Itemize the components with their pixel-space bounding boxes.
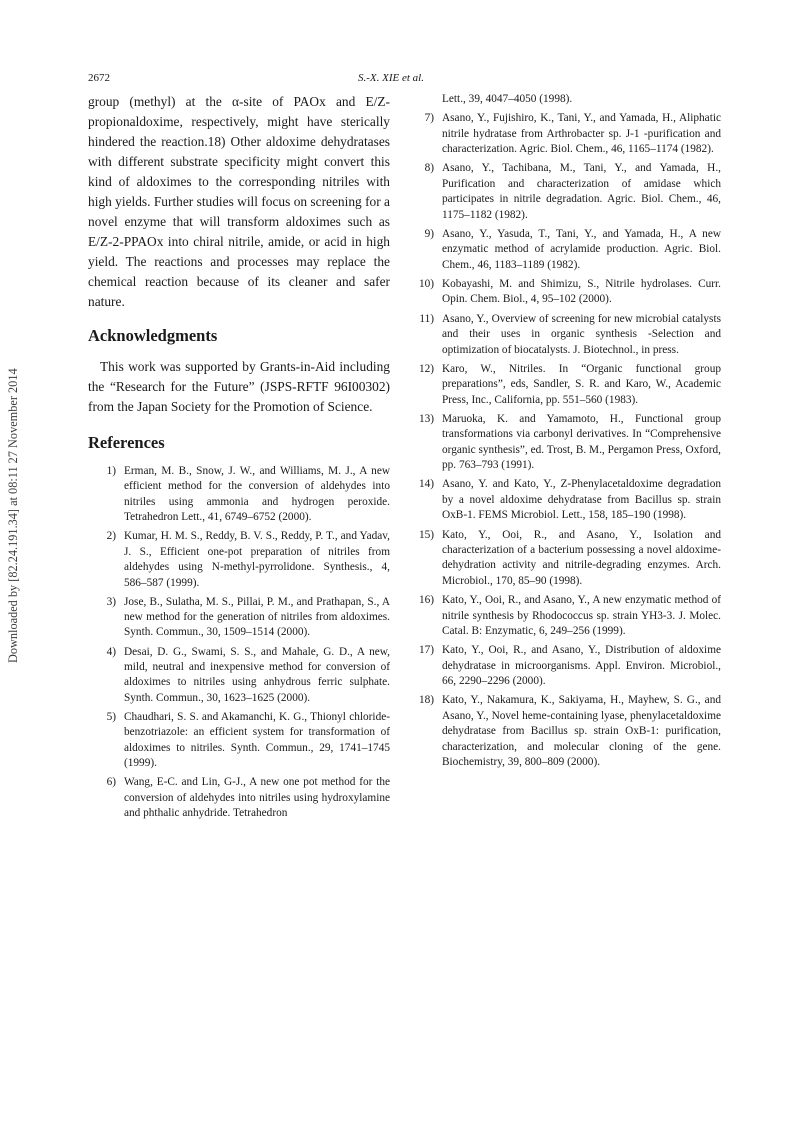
reference-continuation: Lett., 39, 4047–4050 (1998). — [442, 93, 573, 105]
reference-item — [406, 312, 721, 358]
reference-text: Kato, Y., Nakamura, K., Sakiyama, H., Mayhew, S. G., and Asano, Y., Novel heme-containing lyase, phenylacetaldoxime dehydratase from Bacillus sp. strain OxB-1: purification, characterization, and molecular cloning of the gene. Biochemistry, 39, 800–809 (2000). — [442, 694, 721, 768]
reference-item — [406, 161, 721, 223]
reference-number: 8) — [424, 162, 434, 175]
reference-list-left — [88, 464, 390, 821]
reference-text: Karo, W., Nitriles. In “Organic functional group preparations”, eds, Sandler, S. R. and Karo, W., Academic Press, Inc., California, pp. 551–560 (1983). — [442, 362, 721, 406]
reference-item — [406, 593, 721, 639]
reference-text: Kato, Y., Ooi, R., and Asano, Y., Distribution of aldoxime dehydratase in microorganisms. Appl. Environ. Microbiol., 66, 2290–2296 (2000). — [442, 644, 721, 688]
reference-item — [406, 528, 721, 590]
reference-text: Asano, Y., Yasuda, T., Tani, Y., and Yamada, H., A new enzymatic method of acrylamide production. Agric. Biol. Chem., 46, 1183–1189 (1982). — [442, 227, 721, 271]
body-paragraph: group (methyl) at the α-site of PAOx and E/Z-propionaldoxime, respectively, might have sterically hindered the reaction.18) Other aldoxime dehydratases with different substrate specificity might convert this kind of aldoximes to the corresponding nitriles with high yields. Further studies will focus on screening for a novel enzyme that will transform aldoximes such as E/Z-2-PPAOx into chiral nitrile, amide, or acid in high yield. The reactions and processes may replace the chemical reaction because of its cleaner and safer nature. — [88, 94, 390, 309]
left-column — [88, 92, 390, 825]
reference-item — [88, 464, 390, 526]
page-number: 2672 — [88, 72, 110, 84]
reference-item — [88, 645, 390, 707]
running-header — [88, 72, 708, 88]
reference-item — [88, 775, 390, 821]
reference-item — [406, 693, 721, 770]
reference-number: 4) — [106, 645, 116, 658]
reference-number: 9) — [424, 227, 434, 240]
reference-text: Desai, D. G., Swami, S. S., and Mahale, G. D., A new, mild, neutral and inexpensive method for conversion of aldoximes to nitriles using anhydrous ferric sulphate. Synth. Commun., 30, 1623–1625 (2000). — [124, 645, 390, 704]
reference-item — [406, 643, 721, 689]
references-heading: References — [88, 433, 165, 452]
reference-text: Maruoka, K. and Yamamoto, H., Functional group transformations via carbonyl derivatives. In “Comprehensive organic synthesis”, ed. Trost, B. M., Pergamon Press, Oxford, pp. 763–793 (1991). — [442, 412, 721, 472]
reference-number: 2) — [106, 530, 116, 543]
reference-number: 14) — [418, 478, 434, 491]
reference-number: 6) — [106, 776, 116, 789]
reference-number: 18) — [418, 694, 434, 707]
reference-text: Kato, Y., Ooi, R., and Asano, Y., A new enzymatic method of nitrile synthesis by Rhodococcus sp. strain YH3-3. J. Molec. Catal. B: Enzymatic, 6, 249–256 (1999). — [442, 594, 721, 637]
reference-item — [88, 595, 390, 641]
reference-item — [406, 477, 721, 523]
download-stamp — [6, 368, 24, 663]
reference-number: 10) — [418, 278, 434, 291]
reference-item — [406, 362, 721, 408]
reference-number: 17) — [418, 644, 434, 657]
reference-item — [406, 227, 721, 273]
reference-text: Asano, Y. and Kato, Y., Z-Phenylacetaldoxime degradation by a novel aldoxime dehydratase from Bacillus sp. strain OxB-1. FEMS Microbiol. Lett., 158, 185–190 (1998). — [442, 478, 721, 522]
acknowledgments-heading: Acknowledgments — [88, 326, 218, 345]
reference-item — [88, 710, 390, 772]
reference-number: 3) — [106, 595, 116, 608]
reference-item — [406, 412, 721, 474]
reference-text: Erman, M. B., Snow, J. W., and Williams, M. J., A new efficient method for the conversion of aldehydes into nitriles using ammonia and hydrogen peroxide. Tetrahedron Lett., 41, 6749–6752 (2000). — [124, 465, 390, 524]
reference-number: 12) — [418, 362, 434, 375]
right-column — [406, 92, 721, 774]
download-stamp-text: Downloaded by [82.24.191.34] at 08:11 27 November 2014 — [6, 368, 20, 663]
reference-item — [88, 529, 390, 591]
reference-number: 13) — [418, 412, 434, 425]
reference-text: Kato, Y., Ooi, R., and Asano, Y., Isolation and characterization of a bacterium possessing a novel aldoxime-dehydration activity and nitrile-degrading enzymes. Arch. Microbiol., 170, 85–90 (1998). — [442, 528, 721, 587]
acknowledgments-text: This work was supported by Grants-in-Aid including the “Research for the Future” (JSPS-RFTF 96I00302) from the Japan Society for the Promotion of Science. — [88, 359, 390, 414]
reference-number: 11) — [419, 312, 434, 325]
reference-text: Kobayashi, M. and Shimizu, S., Nitrile hydrolases. Curr. Opin. Chem. Biol., 4, 95–102 (2000). — [442, 278, 721, 306]
reference-text: Asano, Y., Overview of screening for new microbial catalysts and their uses in organic synthesis -Selection and optimization of biocatalysts. J. Biotechnol., in press. — [442, 312, 721, 356]
running-authors: S.-X. XIE et al. — [358, 72, 424, 84]
reference-text: Chaudhari, S. S. and Akamanchi, K. G., Thionyl chloride-benzotriazole: an efficient system for transformation of aldoximes to nitriles. Synth. Commun., 29, 1741–1745 (1999). — [124, 710, 390, 770]
reference-text: Wang, E-C. and Lin, G-J., A new one pot method for the conversion of aldehydes into nitriles using hydroxylamine and phthalic anhydride. Tetrahedron — [124, 776, 390, 819]
reference-number: 16) — [418, 594, 434, 607]
reference-text: Asano, Y., Tachibana, M., Tani, Y., and Yamada, H., Purification and characterization of amidase which participates in nitrile degradation. Agric. Biol. Chem., 46, 1175–1182 (1982). — [442, 162, 721, 221]
reference-text: Jose, B., Sulatha, M. S., Pillai, P. M., and Prathapan, S., A new method for the generation of nitriles from aldoximes. Synth. Commun., 30, 1509–1514 (2000). — [124, 595, 390, 639]
reference-number: 5) — [106, 710, 116, 723]
reference-number: 1) — [106, 465, 116, 477]
reference-text: Asano, Y., Fujishiro, K., Tani, Y., and Yamada, H., Aliphatic nitrile hydratase from Arthrobacter sp. J-1 -purification and characterization. Agric. Biol. Chem., 46, 1165–1174 (1982). — [442, 112, 721, 156]
reference-item — [406, 111, 721, 157]
reference-number: 7) — [424, 112, 434, 125]
reference-list-right — [406, 111, 721, 770]
reference-number: 15) — [418, 528, 434, 541]
reference-item — [406, 277, 721, 308]
reference-text: Kumar, H. M. S., Reddy, B. V. S., Reddy, P. T., and Yadav, J. S., Efficient one-pot preparation of nitriles from aldehydes using N-methyl-pyrrolidone. Synthesis., 4, 586–587 (1999). — [124, 530, 390, 589]
